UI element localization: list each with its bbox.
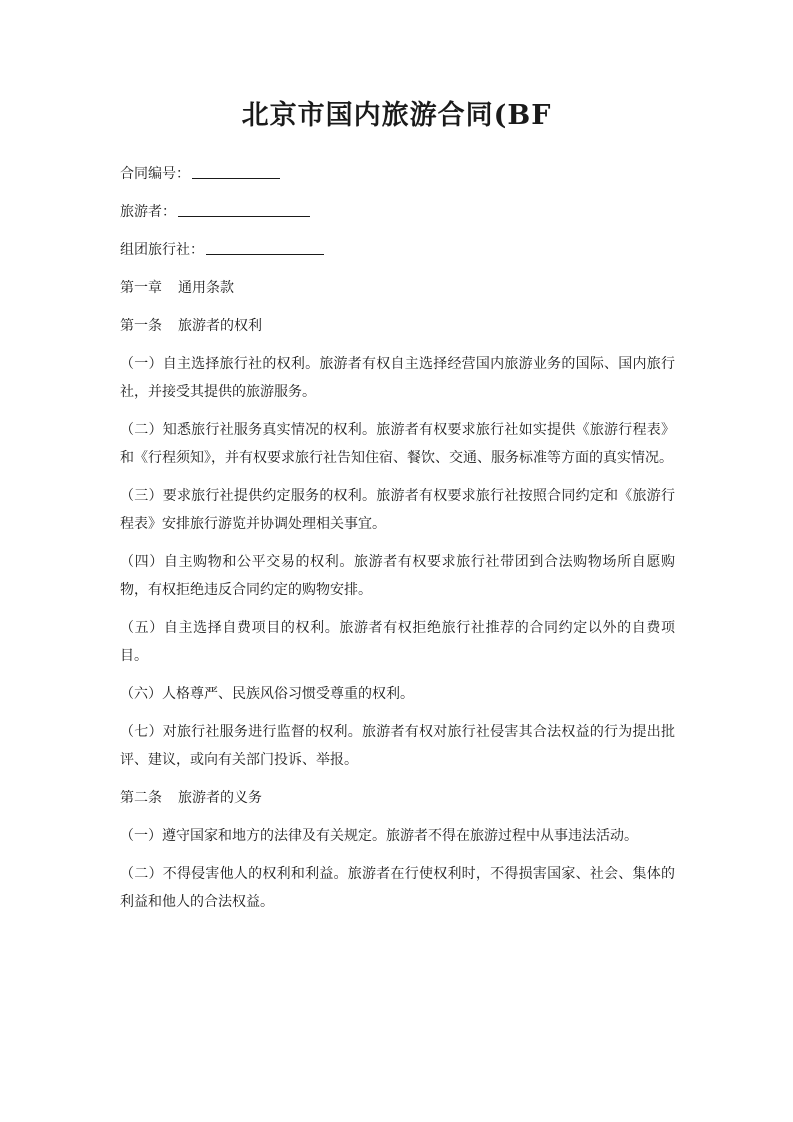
clause-paragraph: （二）不得侵害他人的权利和利益。旅游者在行使权利时，不得损害国家、社会、集体的利益和他人的合法权益。 (120, 866, 675, 910)
chapter-name: 通用条款 (178, 280, 234, 296)
agency-blank[interactable] (206, 240, 324, 255)
article-number: 第二条 (120, 790, 162, 806)
chapter-heading (120, 274, 675, 302)
chapter-number: 第一章 (120, 280, 162, 296)
document-body (120, 160, 675, 926)
contract-number-blank[interactable] (192, 164, 280, 179)
contract-number-label: 合同编号： (120, 166, 190, 182)
clause-paragraph: （四）自主购物和公平交易的权利。旅游者有权要求旅行社带团到合法购物场所自愿购物，有权拒绝违反合同约定的购物安排。 (120, 554, 675, 598)
document-title: 北京市国内旅游合同(BF (241, 100, 552, 131)
clause-paragraph: （五）自主选择自费项目的权利。旅游者有权拒绝旅行社推荐的合同约定以外的自费项目。 (120, 620, 675, 664)
clause-paragraph: （七）对旅行社服务进行监督的权利。旅游者有权对旅行社侵害其合法权益的行为提出批评、建议，或向有关部门投诉、举报。 (120, 724, 675, 768)
agency-label: 组团旅行社： (120, 242, 204, 258)
tourist-blank[interactable] (178, 202, 310, 217)
clause-paragraph: （一）遵守国家和地方的法律及有关规定。旅游者不得在旅游过程中从事违法活动。 (120, 828, 638, 844)
clause-paragraph: （二）知悉旅行社服务真实情况的权利。旅游者有权要求旅行社如实提供《旅游行程表》和《行程须知》，并有权要求旅行社告知住宿、餐饮、交通、服务标准等方面的真实情况。 (120, 422, 675, 466)
clause-paragraph: （六）人格尊严、民族风俗习惯受尊重的权利。 (120, 686, 414, 702)
article-name: 旅游者的义务 (178, 790, 262, 806)
article-name: 旅游者的权利 (178, 318, 262, 334)
contract-number-field (120, 160, 675, 188)
article-heading (120, 784, 675, 812)
article-heading (120, 312, 675, 340)
agency-field (120, 236, 675, 264)
article-number: 第一条 (120, 318, 162, 334)
tourist-field (120, 198, 675, 226)
clause-paragraph: （三）要求旅行社提供约定服务的权利。旅游者有权要求旅行社按照合同约定和《旅游行程表》安排旅行游览并协调处理相关事宜。 (120, 488, 675, 532)
clause-paragraph: （一）自主选择旅行社的权利。旅游者有权自主选择经营国内旅游业务的国际、国内旅行社，并接受其提供的旅游服务。 (120, 356, 675, 400)
tourist-label: 旅游者： (120, 204, 176, 220)
